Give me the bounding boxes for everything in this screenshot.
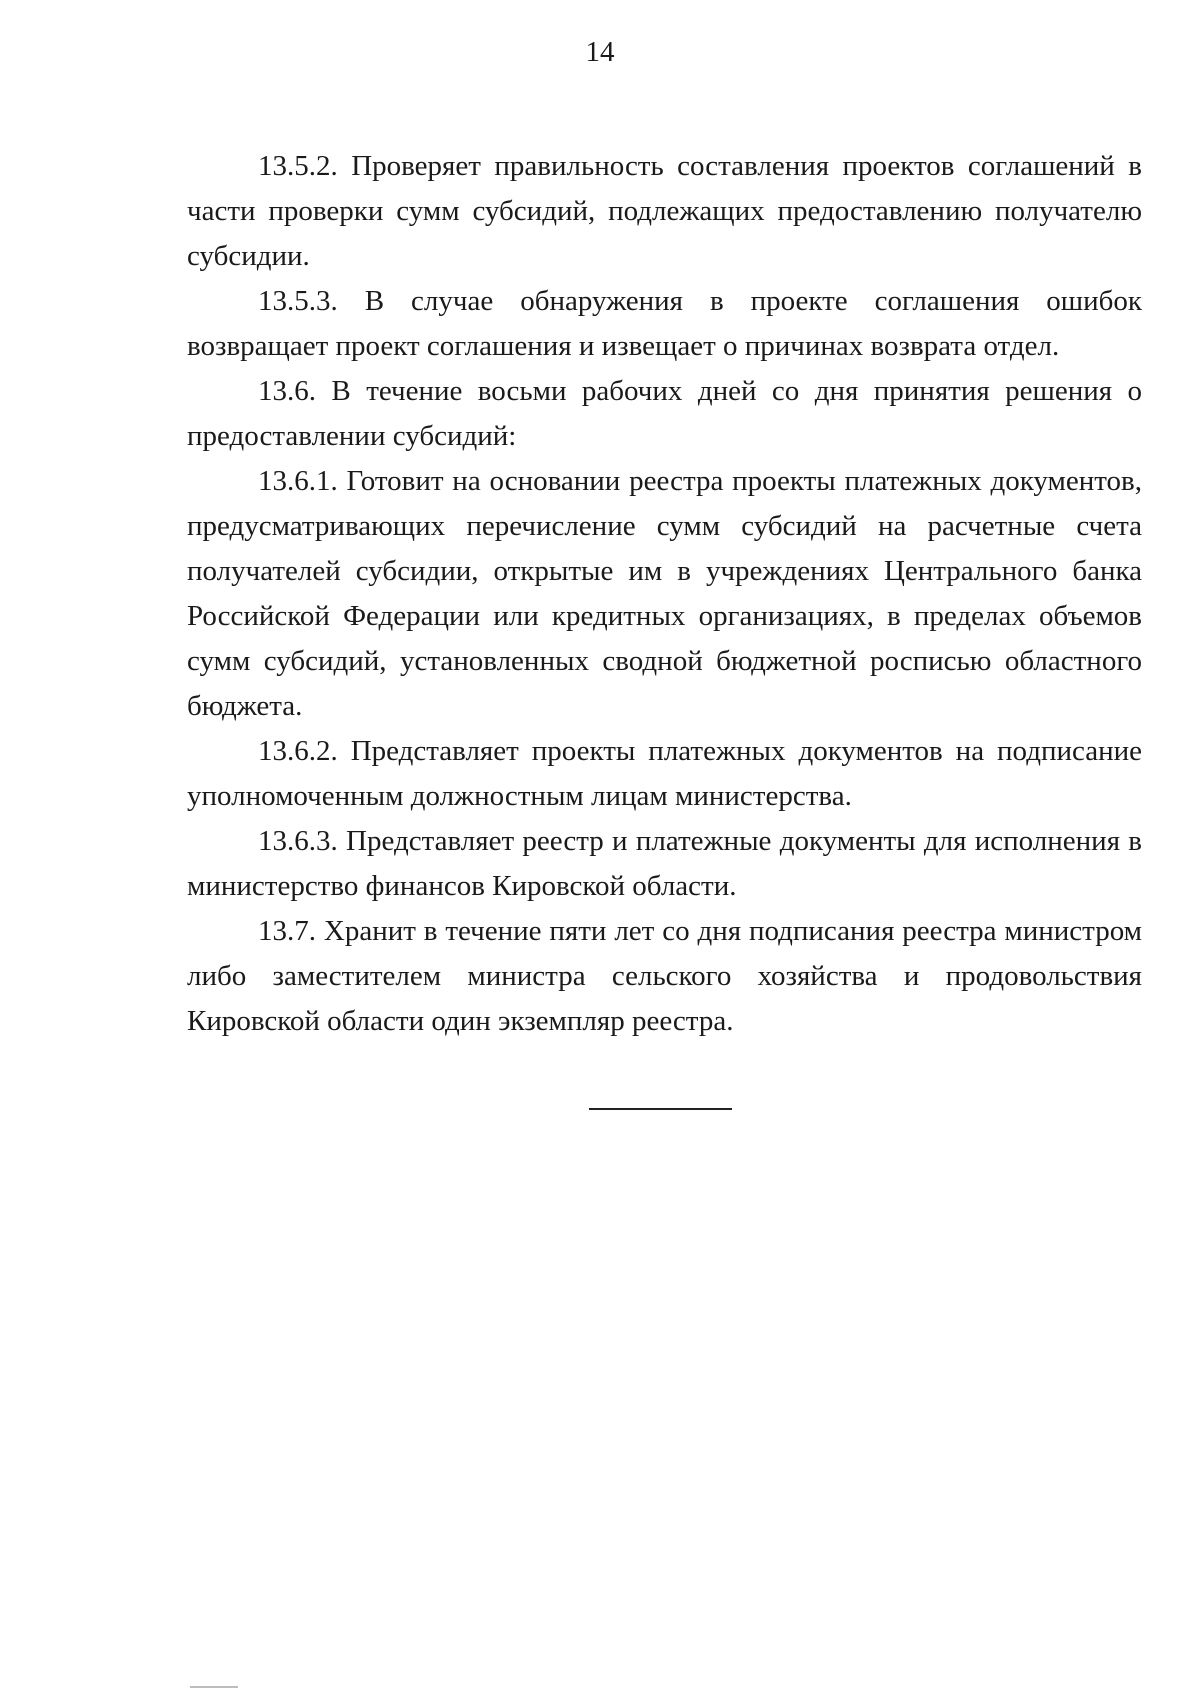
paragraph-13-7: 13.7. Хранит в течение пяти лет со дня подписания реестра министром либо заместителем министра сельского хозяйства и продовольствия Кировской области один экземпляр реестра. bbox=[187, 915, 1142, 1037]
paragraph-13-6-3: 13.6.3. Представляет реестр и платежные документы для исполнения в министерство финансов Кировской области. bbox=[187, 825, 1142, 902]
document-body bbox=[187, 144, 1142, 1044]
paragraph-13-5-2: 13.5.2. Проверяет правильность составления проектов соглашений в части проверки сумм субсидий, подлежащих предоставлению получателю субсидии. bbox=[187, 150, 1142, 272]
end-of-document-rule bbox=[589, 1108, 732, 1110]
paragraph-13-5-3: 13.5.3. В случае обнаружения в проекте соглашения ошибок возвращает проект соглашения и извещает о причинах возврата отдел. bbox=[187, 285, 1142, 362]
paragraph-13-6-2: 13.6.2. Представляет проекты платежных документов на подписание уполномоченным должностным лицам министерства. bbox=[187, 735, 1142, 812]
page-number: 14 bbox=[585, 36, 615, 68]
paragraph-13-6-1: 13.6.1. Готовит на основании реестра проекты платежных документов, предусматривающих перечисление сумм субсидий на расчетные счета получателей субсидии, открытые им в учреждениях Центрального банка Российской Федерации или кредитных организациях, в пределах объемов сумм субсидий, установленных сводной бюджетной росписью областного бюджета. bbox=[187, 465, 1142, 722]
scan-edge-mark bbox=[190, 1686, 238, 1688]
paragraph-13-6: 13.6. В течение восьми рабочих дней со дня принятия решения о предоставлении субсидий: bbox=[187, 375, 1142, 452]
